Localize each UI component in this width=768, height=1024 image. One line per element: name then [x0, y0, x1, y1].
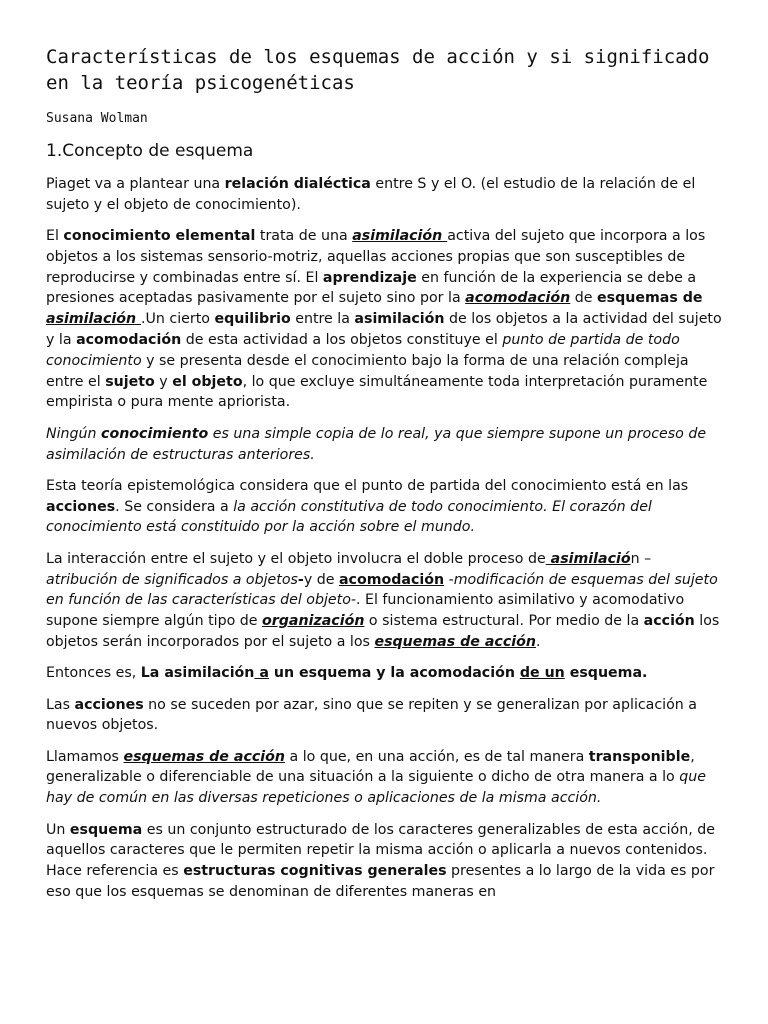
- paragraph: [46, 174, 722, 216]
- text-run: a: [254, 665, 269, 682]
- text-run: los objetos serán incorporados por el sujeto a los: [46, 613, 720, 650]
- document-title: Características de los esquemas de acción y si significado en la teoría psicogenéticas: [46, 46, 710, 94]
- text-run: .Un cierto: [141, 311, 215, 328]
- text-run: n –: [630, 550, 652, 567]
- text-run: de un: [519, 665, 565, 682]
- text-run: atribución de significados a objetos: [46, 571, 298, 588]
- text-run: un esquema y la acomodación: [268, 665, 520, 682]
- text-run: esquemas de acción: [123, 748, 285, 765]
- text-run: esquemas de acción: [374, 633, 536, 650]
- text-run: organización: [262, 613, 365, 630]
- paragraph: [46, 424, 722, 466]
- paragraph: [46, 663, 722, 684]
- text-run: Ningún: [46, 425, 102, 442]
- text-run: La interacción entre el sujeto y el objeto involucra el doble proceso de: [46, 550, 546, 567]
- text-run: no se suceden por azar, sino que se repiten y se generalizan por aplicación a nuevos objetos.: [46, 696, 697, 734]
- text-run: -: [444, 571, 454, 588]
- text-run: asimilación: [352, 228, 448, 245]
- text-run: acomodación: [338, 571, 445, 588]
- text-run: Las: [46, 696, 75, 713]
- text-run: asimilación: [354, 311, 445, 328]
- text-run: esquema.: [564, 665, 648, 682]
- text-run: conocimiento elemental: [63, 228, 256, 245]
- paragraph: [46, 226, 722, 413]
- text-run: , generalizable o diferenciable de una situación a la siguiente o dicho de otra manera a lo: [46, 748, 695, 786]
- paragraph: [46, 695, 722, 737]
- text-run: Entonces es,: [46, 665, 141, 682]
- text-run: o sistema estructural. Por medio de la: [364, 613, 644, 630]
- text-run: que hay de común en las diversas repeticiones o aplicaciones de la misma acción.: [46, 769, 706, 807]
- text-run: y: [154, 373, 173, 390]
- text-run: relación dialéctica: [224, 176, 371, 192]
- text-run: y se presenta desde el conocimiento bajo la forma de una relación compleja entre el: [46, 352, 689, 390]
- paragraph: [46, 747, 722, 809]
- paragraph: [46, 820, 722, 903]
- text-run: transponible: [588, 748, 691, 765]
- text-run: La asimilación: [140, 665, 255, 682]
- text-run: Piaget va a plantear una: [46, 176, 225, 192]
- paragraph: [46, 549, 722, 653]
- text-run: acciones: [74, 696, 144, 713]
- text-run: es una simple copia de lo real, ya que siempre supone un proceso de asimilación de estructuras anteriores.: [46, 425, 707, 463]
- text-run: la acción constitutiva de todo conocimiento. El corazón del conocimiento está constituido por la acción sobre el mundo.: [46, 498, 652, 536]
- text-run: , lo que excluye simultáneamente toda interpretación puramente empirista o pura mente apriorista.: [46, 373, 708, 411]
- text-run: Un: [46, 821, 70, 838]
- text-run: a lo que, en una acción, es de tal manera: [284, 748, 589, 765]
- text-run: conocimiento: [101, 425, 209, 442]
- text-run: modificación de esquemas del sujeto en función de las características del objeto-: [46, 571, 718, 609]
- text-run: . El funcionamiento asimilativo y acomodativo supone siempre algún tipo de: [46, 592, 685, 630]
- text-run: presentes a lo largo de la vida es por eso que los esquemas se denominan de diferentes maneras en: [46, 863, 715, 900]
- text-run: asimilació: [545, 550, 631, 567]
- text-run: acción: [643, 613, 695, 630]
- text-run: esquema: [69, 821, 143, 838]
- text-run: -: [297, 571, 304, 588]
- text-run: equilibrio: [214, 311, 291, 328]
- text-run: de los objetos a la actividad del sujeto y la: [46, 311, 722, 349]
- text-run: sujeto: [105, 373, 155, 390]
- text-run: es un conjunto estructurado de los caracteres generalizables de esta acción, de aquellos caracteres que le permiten repetir la misma acción o aplicarla a nuevos contenidos. Hace referencia es: [46, 821, 715, 880]
- text-run: entre la: [290, 311, 355, 328]
- paragraph: [46, 476, 722, 538]
- text-run: acomodación: [465, 290, 571, 307]
- text-run: y de: [303, 571, 339, 588]
- text-run: aprendizaje: [322, 269, 417, 286]
- text-run: . Se considera a: [115, 498, 234, 515]
- text-run: Esta teoría epistemológica considera que el punto de partida del conocimiento está en las: [46, 477, 689, 494]
- text-run: estructuras cognitivas generales: [183, 863, 447, 880]
- text-run: entre S y el O. (el estudio de la relación de el sujeto y el objeto de conocimiento).: [46, 176, 696, 213]
- section-heading: 1.Concepto de esquema: [46, 141, 254, 161]
- text-run: El: [46, 228, 64, 245]
- text-run: trata de una: [255, 228, 353, 245]
- text-run: esquemas de: [597, 290, 703, 307]
- text-run: punto de partida de todo conocimiento: [46, 332, 680, 369]
- author-name: Susana Wolman: [46, 111, 148, 126]
- text-run: de esta actividad a los objetos constituye el: [181, 332, 503, 349]
- text-run: en función de la experiencia se debe a presiones aceptadas pasivamente por el sujeto sino por la: [46, 269, 697, 307]
- text-run: activa del sujeto que incorpora a los objetos a los sistemas sensorio-motriz, aquellas acciones propias que son susceptibles de reproducirse y combinadas entre sí. El: [46, 228, 706, 286]
- text-run: asimilación: [46, 311, 142, 328]
- text-run: de: [570, 290, 598, 307]
- text-run: el objeto: [172, 373, 243, 390]
- text-run: acomodación: [76, 332, 182, 349]
- text-run: .: [535, 633, 541, 650]
- text-run: acciones: [46, 498, 116, 515]
- text-run: Llamamos: [46, 748, 124, 765]
